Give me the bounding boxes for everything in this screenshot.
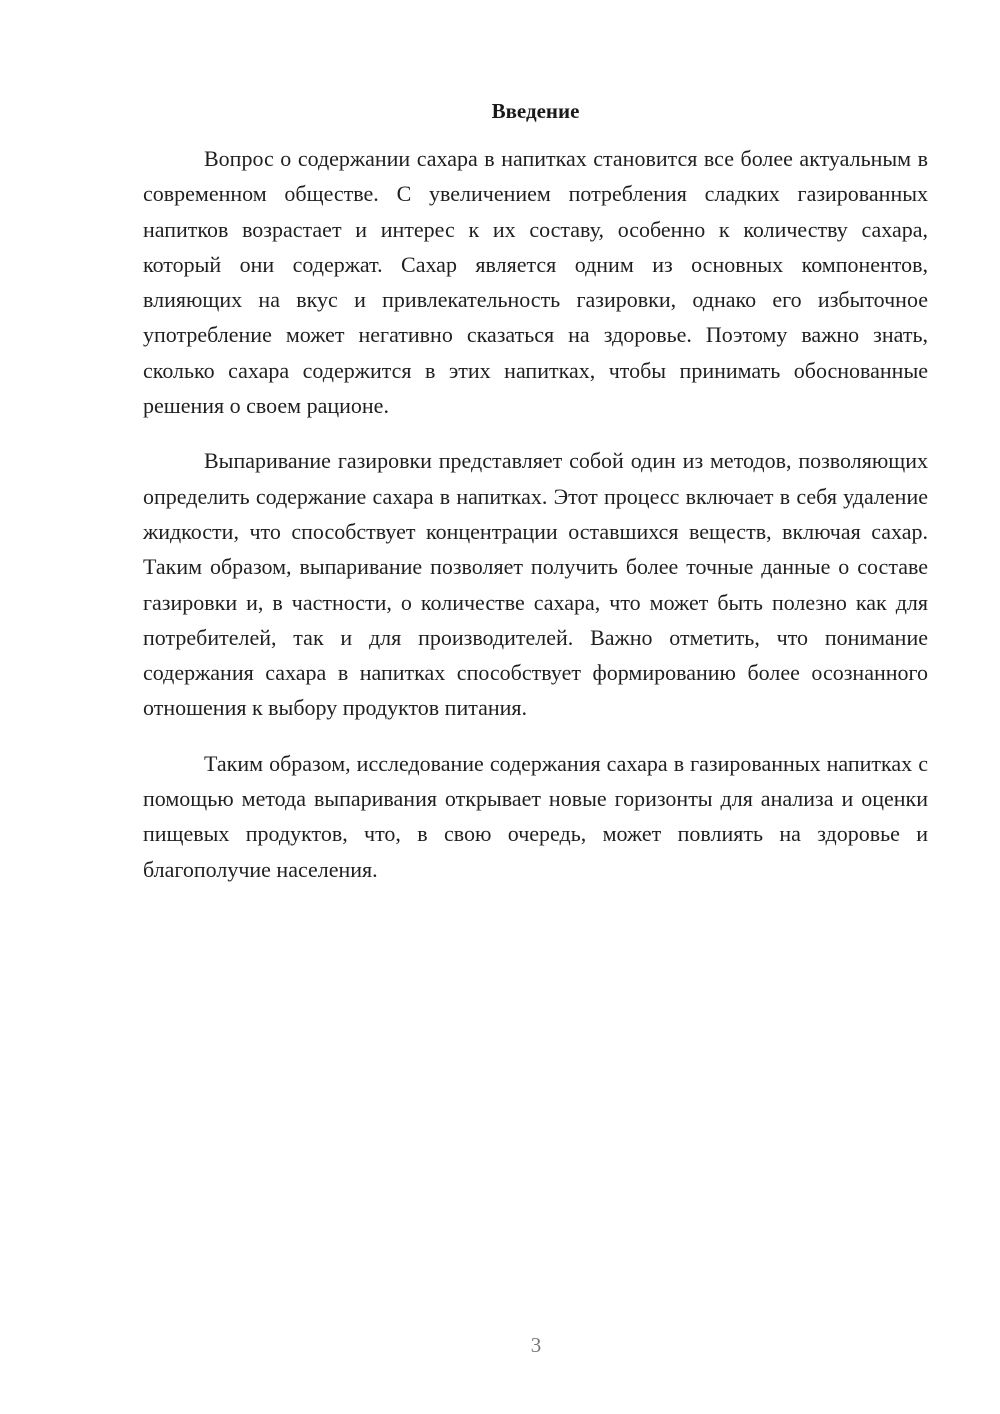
paragraph-2: Выпаривание газировки представляет собой один из методов, позволяющих определить содержание сахара в напитках. Этот процесс включает в себя удаление жидкости, что способствует концентрации оставшихся веществ, включая сахар. Таким образом, выпаривание позволяет получить более точные данные о составе газировки и, в частности, о количестве сахара, что может быть полезно как для потребителей, так и для производителей. Важно отметить, что понимание содержания сахара в напитках способствует формированию более осознанного отношения к выбору продуктов питания. <box>143 448 928 721</box>
page-number: 3 <box>530 1333 542 1357</box>
section-heading: Введение <box>491 99 580 123</box>
page-content <box>143 94 928 907</box>
paragraph-3: Таким образом, исследование содержания сахара в газированных напитках с помощью метода выпаривания открывает новые горизонты для анализа и оценки пищевых продуктов, что, в свою очередь, может повлиять на здоровье и благополучие населения. <box>143 750 928 882</box>
paragraph-1: Вопрос о содержании сахара в напитках становится все более актуальным в современном обществе. С увеличением потребления сладких газированных напитков возрастает и интерес к их составу, особенно к количеству сахара, который они содержат. Сахар является одним из основных компонентов, влияющих на вкус и привлекательность газировки, однако его избыточное употребление может негативно сказаться на здоровье. Поэтому важно знать, сколько сахара содержится в этих напитках, чтобы принимать обоснованные решения о своем рационе. <box>143 146 928 419</box>
